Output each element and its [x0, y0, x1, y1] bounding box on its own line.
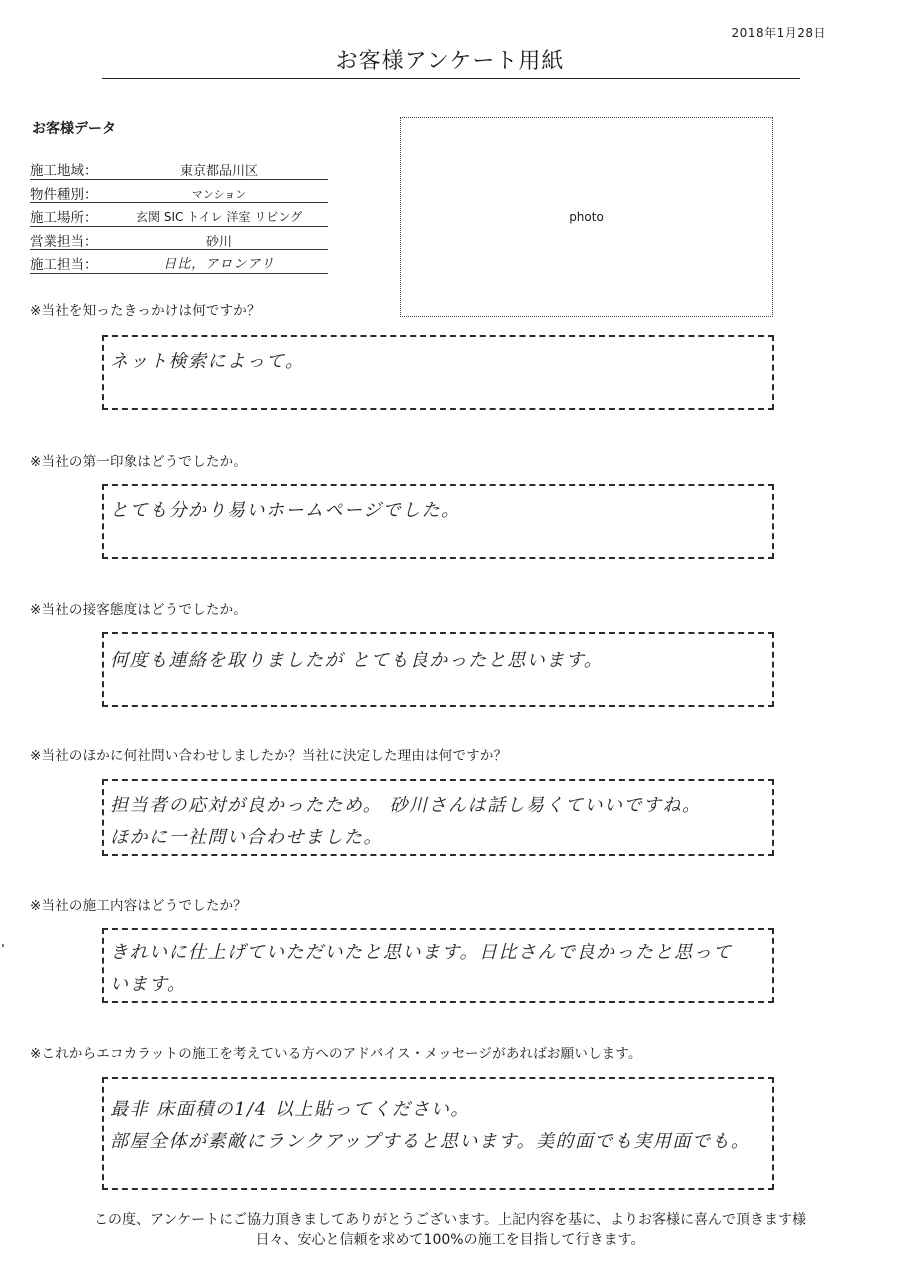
answer-box-first-impression	[102, 484, 774, 559]
answer-box-service-attitude	[102, 632, 774, 707]
question-first-impression: ※当社の第一印象はどうでしたか。	[30, 454, 248, 470]
scan-mark	[2, 944, 4, 947]
footer-line: 日々、安心と信頼を求めて100%の施工を目指して行きます。	[255, 1232, 645, 1248]
question-how-found: ※当社を知ったきっかけは何ですか？	[30, 303, 261, 319]
location-label: 施工場所：	[30, 210, 98, 226]
page-title: お客様アンケート用紙	[335, 49, 565, 74]
answer-line: 何度も連絡を取りましたが とても良かったと思います。	[110, 650, 604, 671]
title-underline	[102, 78, 800, 79]
customer-data-table	[30, 156, 328, 274]
question-service-attitude: ※当社の接客態度はどうでしたか。	[30, 602, 248, 618]
photo-placeholder	[400, 117, 773, 317]
answer-line: います。	[110, 974, 187, 995]
question-advice-message: ※これからエコカラットの施工を考えている方へのアドバイス・メッセージがあればお願いします。	[30, 1046, 642, 1062]
answer-line: 担当者の応対が良かったため。 砂川さんは話し易くていいですね。	[110, 795, 702, 816]
answer-box-advice-message	[102, 1077, 774, 1190]
installer-value: 日比，アロンアリ	[163, 257, 275, 272]
data-row-area	[30, 156, 328, 180]
sales-rep-label: 営業担当：	[30, 233, 98, 250]
property-type-value: マンション	[191, 187, 247, 201]
area-value: 東京都品川区	[179, 164, 258, 179]
footer-message	[0, 1210, 900, 1250]
answer-line: ほかに一社問い合わせました。	[110, 827, 383, 848]
data-row-property-type	[30, 180, 328, 204]
answer-line: ネット検索によって。	[110, 351, 305, 372]
property-type-label: 物件種別：	[30, 186, 98, 203]
footer-line: この度、アンケートにご協力頂きましてありがとうございます。上記内容を基に、よりお客様に喜んで頂きます様	[93, 1212, 807, 1228]
customer-data-heading: お客様データ	[32, 121, 116, 137]
data-row-sales-rep	[30, 227, 328, 251]
question-other-companies: ※当社のほかに何社問い合わせしましたか？当社に決定した理由は何ですか？	[30, 748, 508, 764]
survey-date: 2018年1月28日	[731, 26, 826, 40]
data-row-location	[30, 203, 328, 227]
area-label: 施工地域：	[30, 163, 98, 179]
installer-label: 施工担当：	[30, 257, 98, 273]
answer-box-construction-quality	[102, 928, 774, 1003]
location-value: 玄関 SIC トイレ 洋室 リビング	[136, 210, 302, 224]
answer-line: とても分かり易いホームページでした。	[110, 500, 461, 521]
question-construction-quality: ※当社の施工内容はどうでしたか？	[30, 898, 248, 914]
answer-box-how-found	[102, 335, 774, 410]
data-row-installer	[30, 250, 328, 274]
answer-box-other-companies	[102, 779, 774, 856]
answer-line: きれいに仕上げていただいたと思います。日比さんで良かったと思って	[110, 942, 733, 963]
answer-line: 最非 床面積の1/4 以上貼ってください。	[110, 1099, 470, 1120]
answer-line: 部屋全体が素敵にランクアップすると思います。美的面でも実用面でも。	[110, 1131, 751, 1152]
photo-label: photo	[569, 210, 604, 224]
sales-rep-value: 砂川	[205, 234, 232, 250]
